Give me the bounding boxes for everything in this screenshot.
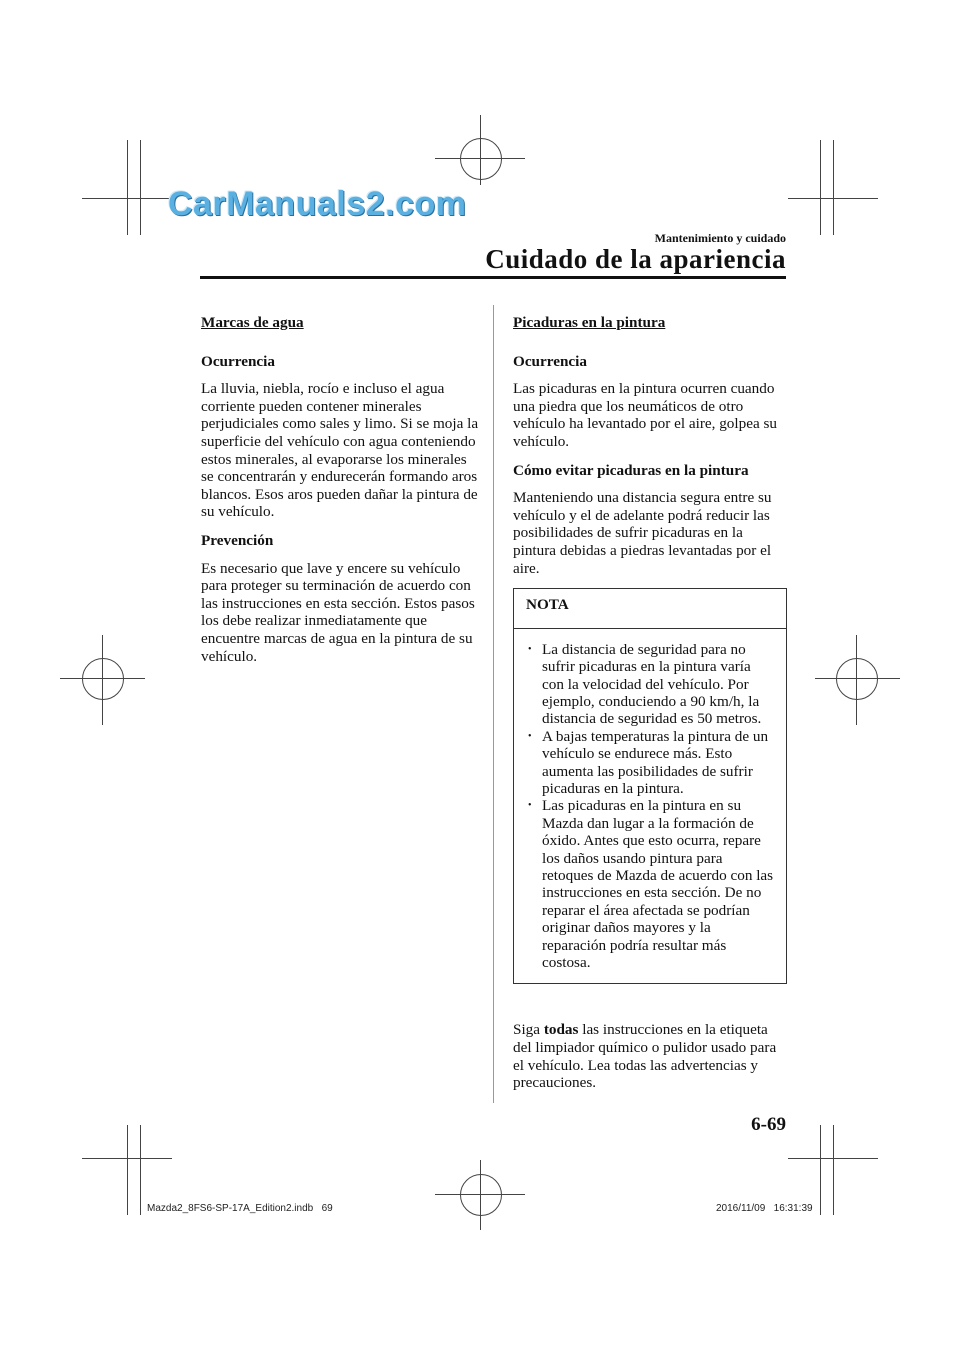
emphasis-all: todas <box>543 1021 579 1039</box>
crop-mark <box>833 1125 834 1215</box>
label-occurrence: Ocurrencia <box>513 352 587 370</box>
crop-mark <box>140 140 141 235</box>
note-box <box>513 588 787 984</box>
label-prevention: Prevención <box>201 531 274 549</box>
paragraph-final: Siga todas las instrucciones en la etiqueta del limpiador químico o pulidor usado para el vehículo. Lea todas las advertencias y precauciones. <box>513 1021 777 1092</box>
crop-mark <box>833 140 834 235</box>
page-number: 6-69 <box>751 1114 786 1135</box>
label-occurrence: Ocurrencia <box>201 352 275 370</box>
paragraph-how-to-avoid: Manteniendo una distancia segura entre su vehículo y el de adelante podrá reducir las posibilidades de sufrir picaduras en la pintura debidas a piedras levantadas por el aire. <box>513 489 772 577</box>
paragraph-occurrence: Las picaduras en la pintura ocurren cuando una piedra que los neumáticos de otro vehículo ha levantado por el aire, golpea su vehículo. <box>513 380 777 450</box>
note-list <box>514 629 786 984</box>
crop-mark <box>140 1125 141 1215</box>
header-rule <box>200 276 786 279</box>
watermark-logo: CarManuals2.com <box>168 185 467 223</box>
paragraph-prevention: Es necesario que lave y encere su vehículo para proteger su terminación de acuerdo con las instrucciones en esta sección. Estos pasos los debe realizar inmediatamente que encuentre marcas de agua en la pintura de su vehículo. <box>201 559 475 665</box>
crop-mark <box>127 140 128 235</box>
crop-mark <box>127 1125 128 1215</box>
note-item: • Las picaduras en la pintura en su Mazda dan lugar a la formación de óxido. Antes que esto ocurra, repare los daños usando pintura para retoques de Mazda de acuerdo con las instrucciones en esta sección. De no reparar el área afectada se podrían originar daños mayores y la reparación podría resultar más costosa. <box>514 797 776 971</box>
note-item: • A bajas temperaturas la pintura de un vehículo se endurece más. Esto aumenta las posibilidades de sufrir picaduras en la pintura. <box>514 728 776 798</box>
footer-timestamp: 2016/11/09 16:31:39 <box>716 1203 813 1214</box>
crop-mark <box>820 140 821 235</box>
note-item: • La distancia de seguridad para no sufrir picaduras en la pintura varía con la velocidad del vehículo. Por ejemplo, conduciendo a 90 km/h, la distancia de seguridad es 50 metros. <box>514 641 776 728</box>
paragraph-occurrence: La lluvia, niebla, rocío e incluso el agua corriente pueden contener minerales perjudiciales como sales y limo. Si se moja la superficie del vehículo con agua conteniendo estos minerales, al evaporarse los minerales se concentrarán y endurecerán formando aros blancos. Esos aros pueden dañar la pintura de su vehículo. <box>201 380 479 521</box>
section-label: Mantenimiento y cuidado <box>654 231 786 245</box>
note-title: NOTA <box>526 596 569 614</box>
crop-mark <box>820 1125 821 1215</box>
left-column <box>201 314 479 665</box>
right-column <box>513 314 787 1092</box>
column-divider <box>493 305 494 1103</box>
page-title: Cuidado de la apariencia <box>485 244 786 274</box>
heading-paint-chips: Picaduras en la pintura <box>513 314 666 331</box>
footer-file: Mazda2_8FS6-SP-17A_Edition2.indb 69 <box>147 1203 333 1214</box>
label-how-to-avoid: Cómo evitar picaduras en la pintura <box>513 461 749 479</box>
heading-water-marks: Marcas de agua <box>201 314 304 331</box>
